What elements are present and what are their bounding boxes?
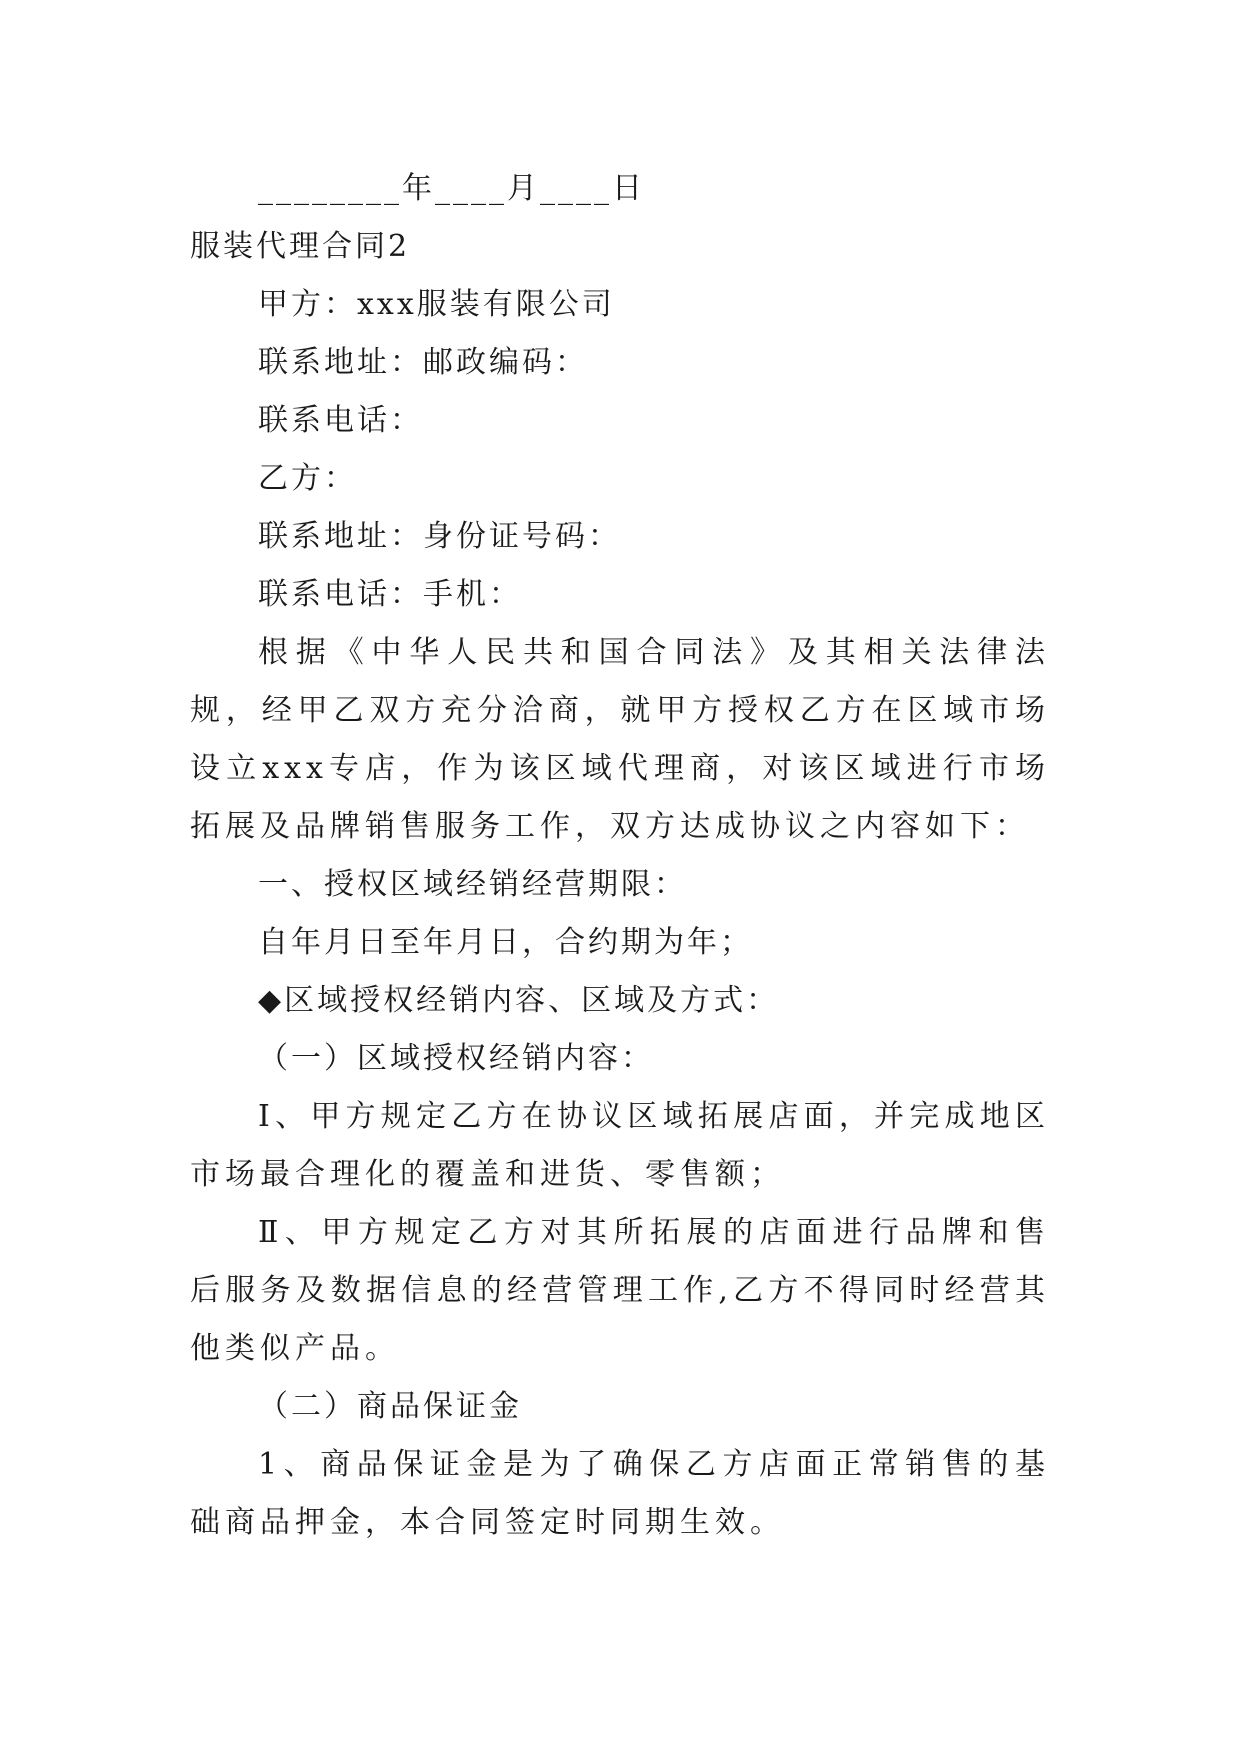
- party-b: 乙方：: [258, 461, 357, 496]
- section-1-text: 自年月日至年月日，合约期为年；: [258, 925, 753, 960]
- subsection-1-heading: （一）区域授权经销内容：: [258, 1041, 654, 1076]
- section-1-heading: 一、授权区域经销经营期限：: [258, 867, 687, 902]
- party-b-phone: 联系电话：手机：: [258, 577, 522, 612]
- intro-paragraph: 根据《中华人民共和国合同法》及其相关法律法规，经甲乙双方充分洽商，就甲方授权乙方在区域市场设立xxx专店，作为该区域代理商，对该区域进行市场拓展及品牌销售服务工作，双方达成协议之内容如下：: [190, 635, 1050, 844]
- document-title: 服装代理合同2: [190, 229, 411, 264]
- subsection-2-heading: （二）商品保证金: [258, 1389, 522, 1424]
- date-line: ________年____月____日: [258, 171, 645, 206]
- section-2-heading: ◆区域授权经销内容、区域及方式：: [258, 983, 780, 1018]
- party-a: 甲方：xxx服装有限公司: [258, 287, 615, 322]
- party-b-address: 联系地址：身份证号码：: [258, 519, 621, 554]
- party-a-address: 联系地址：邮政编码：: [258, 345, 588, 380]
- party-a-phone: 联系电话：: [258, 403, 423, 438]
- item-2: Ⅱ、甲方规定乙方对其所拓展的店面进行品牌和售后服务及数据信息的经营管理工作,乙方不得同时经营其他类似产品。: [190, 1215, 1050, 1366]
- document-page: [190, 160, 1050, 1552]
- deposit-clause-1: 1、商品保证金是为了确保乙方店面正常销售的基础商品押金，本合同签定时同期生效。: [190, 1447, 1050, 1540]
- item-1: Ⅰ、甲方规定乙方在协议区域拓展店面，并完成地区市场最合理化的覆盖和进货、零售额；: [190, 1099, 1050, 1192]
